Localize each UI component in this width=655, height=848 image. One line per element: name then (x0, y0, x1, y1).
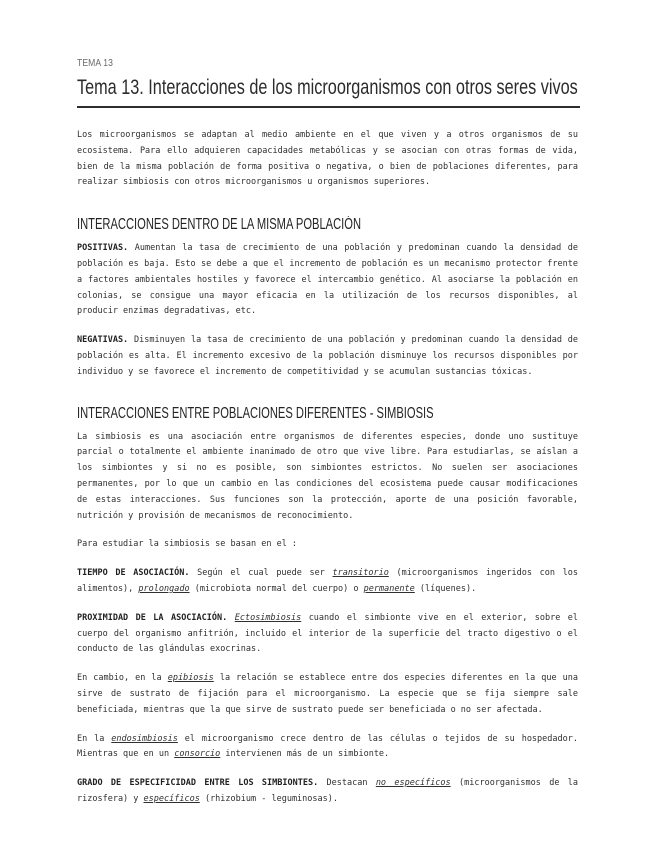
term-epibiosis: epibiosis (167, 673, 214, 684)
page-title: Tema 13. Interacciones de los microorganismos con otros seres vivos (77, 75, 578, 99)
proximidad-space (227, 613, 234, 623)
endosimbiosis-text-1: el microorganismo crece dentro de las células o tejidos de su hospedador. Mientras que en un (77, 733, 578, 760)
endosimbiosis-text-2: intervienen más de un simbionte. (220, 749, 390, 760)
proximidad-text: cuando el simbionte vive en el exterior, sobre el cuerpo del organismo anfitrión, incluido el interior de la superficie del tracto digestivo o el conducto de las glándulas exocrinas. (77, 612, 579, 655)
negativas-label: NEGATIVAS. (77, 335, 129, 346)
tiempo-text-3: (microbiota normal del cuerpo) o (189, 583, 364, 594)
tiempo-label: TIEMPO DE ASOCIACIÓN. (77, 568, 190, 579)
grado-paragraph (77, 776, 578, 808)
term-no-especificos: no específicos (375, 778, 451, 789)
negativas-paragraph (77, 333, 578, 380)
term-ectosimbiosis: Ectosimbiosis (234, 612, 302, 623)
term-permanente: permanente (363, 583, 415, 594)
tiempo-text-2: (microorganismos ingeridos con los alimentos), (77, 568, 578, 594)
grado-text-3: (rhizobium - leguminosas). (199, 793, 338, 804)
term-transitorio: transitorio (332, 568, 389, 579)
section-heading-misma-poblacion: INTERACCIONES DENTRO DE LA MISMA POBLACIÓN (77, 216, 362, 234)
tiempo-paragraph (77, 566, 578, 598)
topic-label: TEMA 13 (77, 57, 113, 69)
proximidad-paragraph (77, 611, 578, 658)
negativas-text: Disminuyen la tasa de crecimiento de una población y predominan cuando la densidad de población es alta. El incremento excesivo de la población disminuye los recursos disponibles por individuo y se favorece el incremento de competitividad y se acumulan sustancias tóxicas. (77, 335, 578, 377)
estudio-intro-paragraph: Para estudiar la simbiosis se basan en el : (77, 539, 298, 550)
page-header (77, 57, 580, 100)
endosimbiosis-paragraph (77, 732, 578, 764)
epibiosis-paragraph (77, 671, 578, 718)
term-consorcio: consorcio (174, 749, 221, 760)
positivas-text: Aumentan la tasa de crecimiento de una población y predominan cuando la densidad de población es baja. Esto se debe a que el incremento de población es un mecanismo protector frente a factores ambientales hostiles y favorece el intercambio genético. Al asociarse la población en colonias, se consigue una mayor eficacia en la utilización de los recursos disponibles, al producir enzimas degradativas, etc. (77, 243, 578, 317)
endosimbiosis-text-0: En la (77, 733, 112, 744)
term-prolongado: prolongado (138, 583, 190, 594)
simbiosis-paragraph: La simbiosis es una asociación entre organismos de diferentes especies, donde uno sustituye parcial o totalmente el ambiente inanimado de otro que vive libre. Para estudiarlas, se aíslan a los simbiontes y si no es posible, son simbiontes estrictos. No suelen ser asociaciones permanentes, por lo que un cambio en las condiciones del ecosistema puede causar modificaciones de estas interacciones. Sus funciones son la protección, aporte de una posición favorable, nutrición y provisión de mecanismos de reconocimiento. (77, 431, 578, 521)
document-body (77, 128, 578, 821)
grado-text-2: (microorganismos de la rizosfera) y (77, 778, 578, 804)
positivas-paragraph (77, 241, 578, 320)
section-heading-simbiosis: INTERACCIONES ENTRE POBLACIONES DIFERENTES - SIMBIOSIS (77, 404, 434, 422)
intro-paragraph: Los microorganismos se adaptan al medio ambiente en el que viven y a otros organismos de su ecosistema. Para ello adquieren capacidades metabólicas y se asocian con otras formas de vida, bien de la misma población de forma positiva o negativa, o bien de poblaciones diferentes, para realizar simbiosis con otros microorganismos u organismos superiores. (77, 130, 578, 188)
tiempo-text-4: (líquenes). (414, 583, 477, 594)
term-endosimbiosis: endosimbiosis (111, 733, 178, 744)
term-especificos: específicos (143, 793, 200, 804)
proximidad-label: PROXIMIDAD DE LA ASOCIACIÓN. (77, 612, 228, 623)
grado-label: GRADO DE ESPECIFICIDAD ENTRE LOS SIMBIONTES. (77, 778, 319, 789)
epibiosis-text-0: En cambio, en la (77, 673, 168, 684)
title-divider (77, 106, 580, 108)
grado-text-1: Destacan (318, 778, 376, 789)
epibiosis-text-1: la relación se establece entre dos especies diferentes en la que una sirve de sustrato de fijación para el microorganismo. La especie que se fija siempre sale beneficiada, mientras que la que sirve de sustrato puede ser beneficiada o no ser afectada. (77, 673, 579, 715)
positivas-label: POSITIVAS. (77, 243, 129, 254)
tiempo-text-1: Según el cual puede ser (189, 568, 333, 579)
